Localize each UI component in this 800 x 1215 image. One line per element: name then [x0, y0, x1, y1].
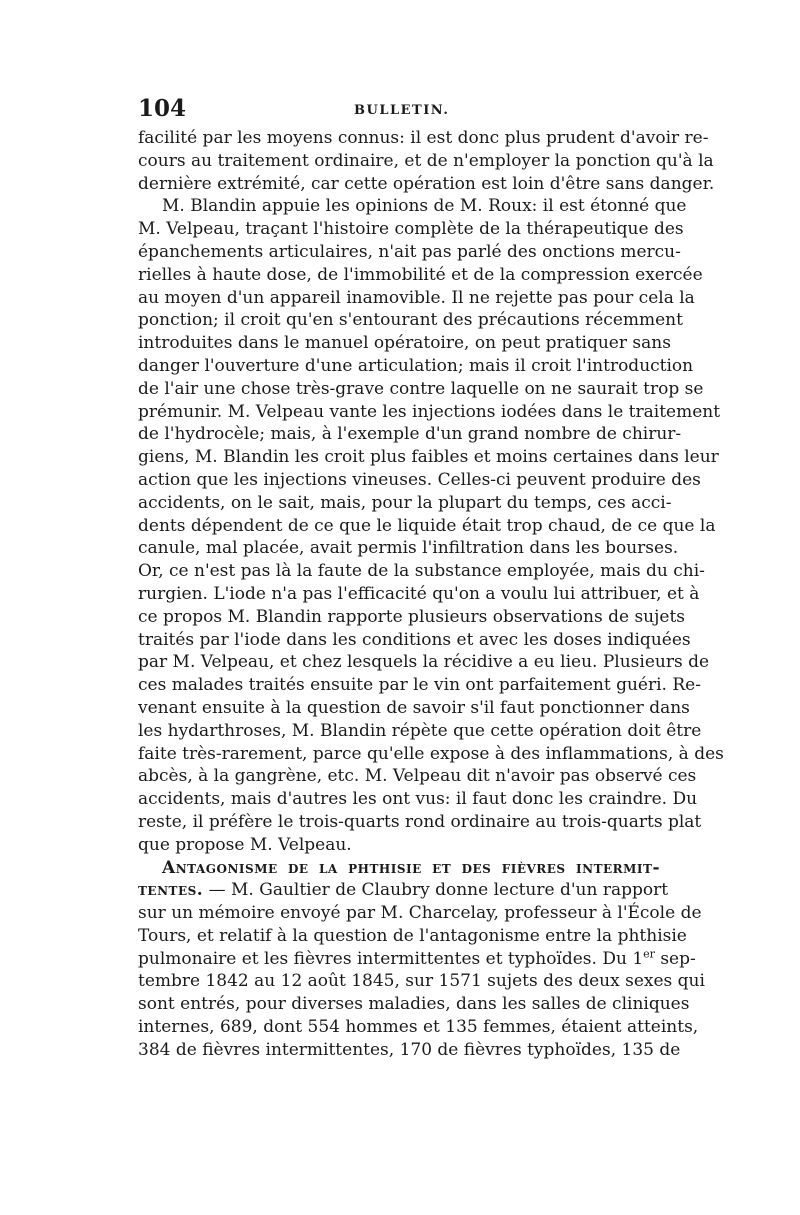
text-line: prémunir. M. Velpeau vante les injections iodées dans le traitement: [138, 401, 721, 422]
text-line: tembre 1842 au 12 août 1845, sur 1571 sujets des deux sexes qui: [138, 971, 705, 992]
text-line: 384 de fièvres intermittentes, 170 de fièvres typhoïdes, 135 de: [138, 1039, 681, 1060]
text-line: venant ensuite à la question de savoir s'il faut ponctionner dans: [138, 697, 690, 718]
text-line: [138, 879, 669, 902]
text-line: abcès, à la gangrène, etc. M. Velpeau dit n'avoir pas observé ces: [138, 766, 697, 787]
text-line: danger l'ouverture d'une articulation; mais il croit l'introduction: [138, 355, 694, 376]
body-text: [138, 127, 724, 1062]
text-line: giens, M. Blandin les croit plus faibles et moins certaines dans leur: [138, 447, 719, 468]
text-line: rielles à haute dose, de l'immobilité et de la compression exercée: [138, 264, 703, 285]
text-line: de l'hydrocèle; mais, à l'exemple d'un grand nombre de chirur-: [138, 424, 682, 445]
text-line: épanchements articulaires, n'ait pas parlé des onctions mercu-: [138, 241, 681, 262]
text-line: accidents, on le sait, mais, pour la plupart du temps, ces acci-: [138, 492, 672, 513]
text-line: internes, 689, dont 554 hommes et 135 femmes, étaient atteints,: [138, 1017, 699, 1038]
text-line: cours au traitement ordinaire, et de n'employer la ponction qu'à la: [138, 150, 714, 171]
section-heading-line: [138, 857, 660, 880]
text-line: par M. Velpeau, et chez lesquels la récidive a eu lieu. Plusieurs de: [138, 652, 710, 673]
text-line: rurgien. L'iode n'a pas l'efficacité qu'on a voulu lui attribuer, et à: [138, 583, 700, 604]
text-line: canule, mal placée, avait permis l'infiltration dans les bourses.: [138, 538, 679, 559]
section-text: pulmonaire et les fièvres intermittentes et typhoïdes. Du 1: [138, 948, 644, 969]
text-line: au moyen d'un appareil inamovible. Il ne rejette pas pour cela la: [138, 287, 695, 308]
text-line: traités par l'iode dans les conditions et avec les doses indiquées: [138, 629, 691, 650]
text-line: dents dépendent de ce que le liquide était trop chaud, de ce que la: [138, 515, 716, 536]
running-title: BULLETIN.: [354, 103, 450, 118]
text-line: accidents, mais d'autres les ont vus: il faut donc les craindre. Du: [138, 789, 698, 810]
running-head: [138, 95, 660, 123]
text-line: [138, 947, 696, 971]
text-line: Or, ce n'est pas là la faute de la substance employée, mais du chi-: [138, 561, 705, 582]
text-line: Tours, et relatif à la question de l'antagonisme entre la phthisie: [138, 925, 687, 946]
section-heading-continued: tentes.: [138, 880, 204, 901]
text-line: action que les injections vineuses. Celles-ci peuvent produire des: [138, 469, 701, 490]
text-line: sont entrés, pour diverses maladies, dans les salles de cliniques: [138, 994, 690, 1015]
text-line: de l'air une chose très-grave contre laquelle on ne saurait trop se: [138, 378, 704, 399]
text-line: faite très-rarement, parce qu'elle expose à des inflammations, à des: [138, 743, 724, 764]
section-heading: Antagonisme de la phthisie et des fièvres intermit-: [162, 857, 660, 878]
page-number: 104: [138, 95, 187, 122]
text-line: ponction; il croit qu'en s'entourant des précautions récemment: [138, 310, 683, 331]
section-text: sep-: [654, 948, 696, 969]
text-line: que propose M. Velpeau.: [138, 834, 352, 855]
text-line: dernière extrémité, car cette opération est loin d'être sans danger.: [138, 173, 715, 194]
text-line: facilité par les moyens connus: il est donc plus prudent d'avoir re-: [138, 128, 709, 148]
section-text: — M. Gaultier de Claubry donne lecture d'un rapport: [203, 880, 669, 901]
text-line: ces malades traités ensuite par le vin ont parfaitement guéri. Re-: [138, 675, 701, 696]
text-line: introduites dans le manuel opératoire, on peut pratiquer sans: [138, 333, 671, 354]
text-line: les hydarthroses, M. Blandin répète que cette opération doit être: [138, 720, 702, 741]
text-line: ce propos M. Blandin rapporte plusieurs observations de sujets: [138, 606, 686, 627]
ordinal-superscript: er: [643, 947, 655, 961]
page: [138, 95, 724, 1062]
text-line: sur un mémoire envoyé par M. Charcelay, professeur à l'École de: [138, 903, 702, 924]
text-line: M. Velpeau, traçant l'histoire complète de la thérapeutique des: [138, 219, 684, 240]
text-line: reste, il préfère le trois-quarts rond ordinaire au trois-quarts plat: [138, 811, 702, 832]
text-line: M. Blandin appuie les opinions de M. Roux: il est étonné que: [162, 196, 687, 217]
